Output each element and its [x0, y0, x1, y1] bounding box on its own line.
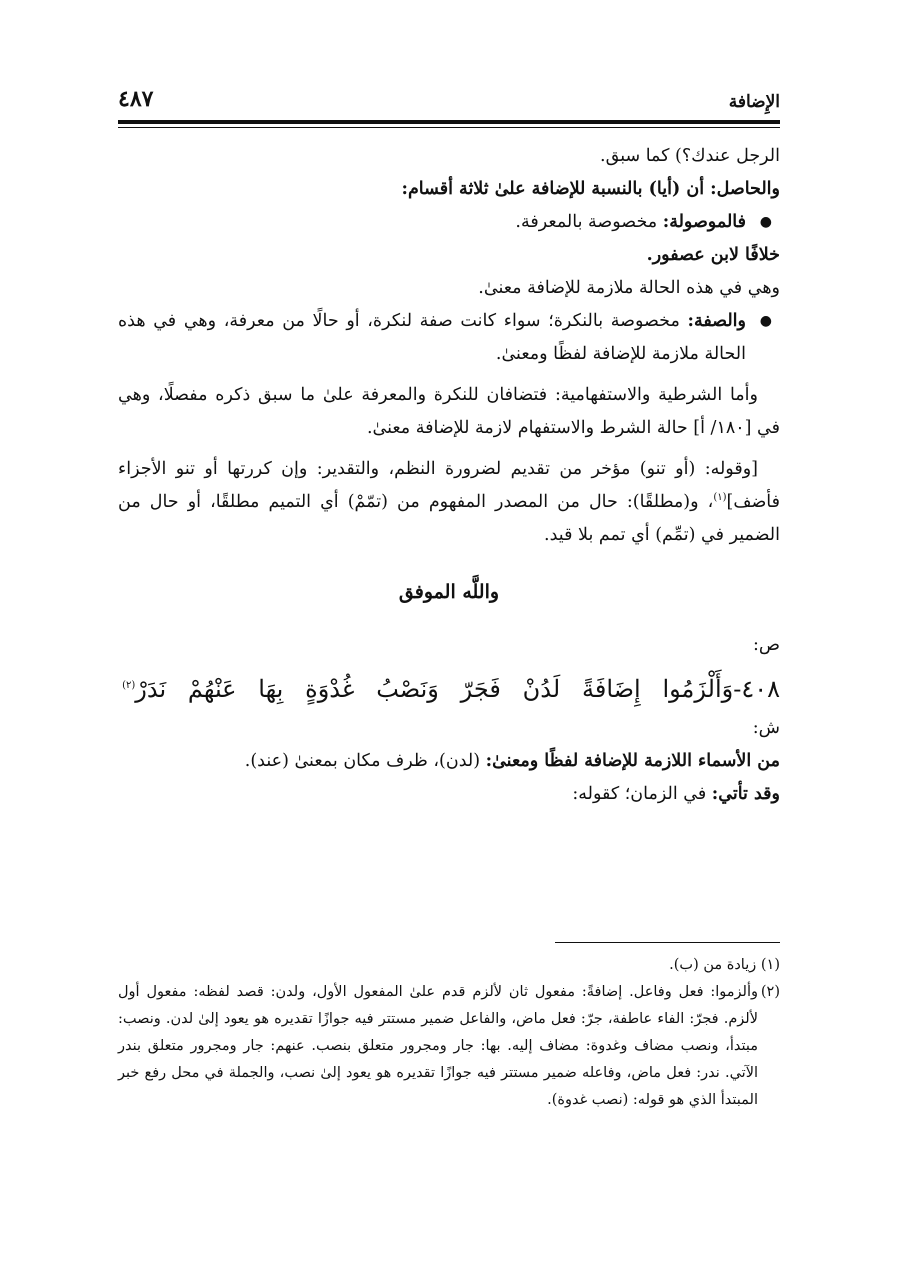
- bullet-term: فالموصولة:: [662, 212, 746, 232]
- paragraph-conditional: وأما الشرطية والاستفهامية: فتضافان للنكرة والمعرفة علىٰ ما سبق ذكره مفصلًا، وهي في [١٨٠/ أ] حالة الشرط والاستفهام لازمة للإضافة معنىٰ.: [118, 385, 780, 438]
- chapter-title: الإِضافة: [728, 92, 780, 112]
- footnote-ref-2[interactable]: (٢): [122, 680, 136, 691]
- verse-word: وَنَصْبُ: [376, 675, 439, 703]
- verse-word: ٤٠٨-وَأَلْزَمُوا: [662, 675, 780, 703]
- footnote-1: (١) زيادة من (ب).: [669, 957, 780, 973]
- bullet-icon: ●: [759, 313, 772, 329]
- explanation-line-1: [118, 745, 780, 778]
- page-number: ٤٨٧: [118, 86, 154, 112]
- header-rule-thick: [118, 120, 780, 124]
- verse-word: لَدُنْ: [522, 675, 561, 703]
- footnote-number: (٢): [760, 984, 780, 1000]
- verse-word: بِهَا: [258, 675, 284, 703]
- closing-phrase: واللَّه الموفق: [398, 581, 500, 603]
- comment-text-b: ، و(مطلقًا): حال من المصدر المفهوم من (تمّمْ) أي التميم مطلقًا، أو حال من الضمير في (تمِّم) أي تمم بلا قيد.: [118, 492, 780, 545]
- footnote-text: وألزموا: فعل وفاعل. إضافةً: مفعول ثان لألزم قدم علىٰ المفعول الأول، ولدن: قصد لفظه: مفعول أول لألزم. فجرّ: الفاء عاطفة، جرّ: فعل ماض، والفاعل ضمير مستتر فيه جوازًا تقديره هو يعود إلىٰ لدن. ونصب: مبتدأ، ونصب مضاف وغدوة: مضاف إليه. بها: جار ومجرور متعلق بنصب. عنهم: جار ومجرور متعلق بندر الآتي. ندر: فعل ماض، وفاعله ضمير مستتر فيه جوازًا تقديره هو يعود إلىٰ نصب، والجملة في محل رفع خبر المبتدأ الذي هو قوله: (نصب غدوة).: [118, 984, 758, 1108]
- footnotes: [118, 952, 780, 1114]
- running-header: [118, 82, 780, 112]
- verse-word: عَنْهُمْ: [187, 675, 237, 703]
- footnote-ref-1[interactable]: (١): [713, 492, 727, 504]
- bullet-item-mawsula: [118, 206, 780, 239]
- explanation-label: ش:: [752, 718, 780, 738]
- verse-line: [118, 666, 780, 712]
- bullet-icon: ●: [759, 214, 772, 230]
- verse-last-word: [122, 666, 166, 712]
- footnote-divider: [555, 942, 780, 943]
- contrary-note: خلافًا لابن عصفور.: [646, 245, 780, 265]
- explanation-term: وقد تأتي:: [711, 784, 780, 804]
- verse-word: فَجَرّ: [460, 675, 501, 703]
- explanation-line-2: [118, 778, 780, 811]
- main-text: [118, 140, 780, 811]
- verse-word: غُدْوَةٍ: [305, 675, 355, 703]
- explanation-text: في الزمان؛ كقوله:: [572, 784, 712, 804]
- verse-word: نَدَرْ: [135, 675, 167, 703]
- bullet-term: والصفة:: [687, 311, 746, 331]
- bullet-text: مخصوصة بالنكرة؛ سواء كانت صفة لنكرة، أو حالًا من معرفة، وهي في هذه الحالة ملازمة للإضافة لفظًا ومعنىٰ.: [118, 311, 746, 364]
- header-rule-thin: [118, 127, 780, 128]
- footnote-2: [118, 979, 780, 1114]
- paragraph-comment: [118, 453, 780, 552]
- bullet-text: مخصوصة بالمعرفة.: [515, 212, 663, 232]
- paragraph-continuation: الرجل عندك؟) كما سبق.: [600, 146, 780, 166]
- explanation-term: من الأسماء اللازمة للإضافة لفظًا ومعنىٰ:: [485, 751, 780, 771]
- comment-text-a: [وقوله: (أو تنو) مؤخر من تقديم لضرورة النظم، والتقدير: وإن كررتها أو تنو الأجزاء فأضف]: [118, 459, 780, 512]
- explanation-text: (لدن)، ظرف مكان بمعنىٰ (عند).: [244, 751, 486, 771]
- bullet-item-sifa: [118, 305, 780, 371]
- summary-heading: والحاصل: أن (أيا) بالنسبة للإضافة علىٰ ثلاثة أقسام:: [401, 179, 780, 199]
- verse-word: إِضَافَةً: [582, 675, 641, 703]
- verse-label: ص:: [752, 635, 780, 655]
- state-note: وهي في هذه الحالة ملازمة للإضافة معنىٰ.: [478, 278, 780, 298]
